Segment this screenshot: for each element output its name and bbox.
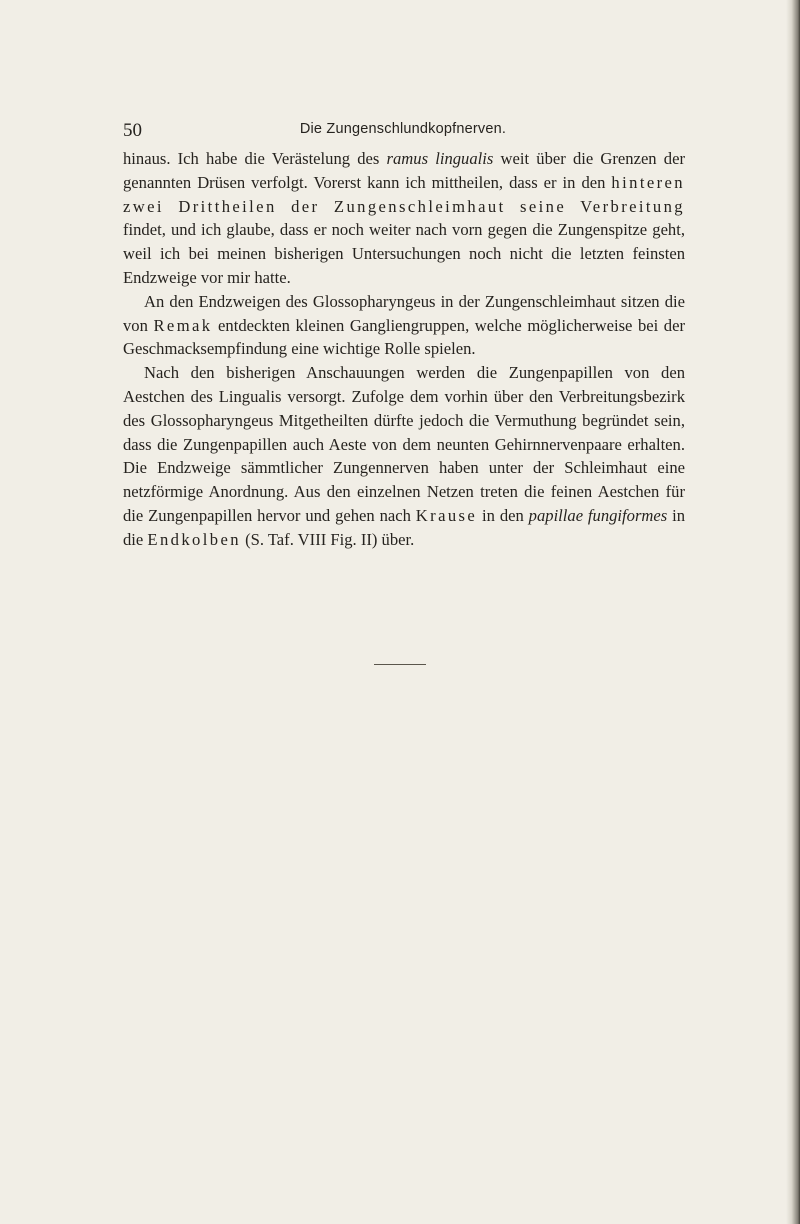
text-run: (S. Taf. VIII Fig. II) über. — [240, 529, 415, 549]
page-header — [123, 120, 683, 144]
body-text — [123, 147, 685, 552]
spaced-emphasis: Endkolben — [147, 529, 241, 549]
italic-term: ramus lingualis — [386, 149, 494, 168]
page-edge-shadow — [786, 0, 800, 1224]
spaced-emphasis: hinteren zwei Drittheilen der Zungenschleimhaut seine Verbreitung — [123, 172, 685, 216]
paragraph-1 — [123, 147, 685, 290]
paragraph-2 — [123, 290, 685, 361]
paragraph-3 — [123, 361, 685, 551]
section-divider — [374, 664, 426, 665]
text-run: in die — [123, 505, 685, 549]
text-run: hinaus. Ich habe die Verästelung des — [123, 149, 387, 168]
page-number: 50 — [123, 120, 142, 141]
text-run: An den Endzweigen des Glossopharyngeus in der Zungenschleimhaut sitzen die von — [123, 291, 685, 335]
spaced-emphasis: Remak — [153, 315, 213, 335]
text-run: findet, und ich glaube, dass er noch weiter nach vorn gegen die Zungenspitze geht, weil ich bei meinen bisherigen Untersuchungen noch nicht die letzten feinsten Endzweige vor mir hatte. — [123, 220, 685, 287]
italic-term: papillae fungiformes — [528, 505, 668, 525]
spaced-emphasis: Krause — [415, 505, 478, 525]
text-run: weit über die Grenzen der genannten Drüsen verfolgt. Vorerst kann ich mittheilen, dass er in den — [123, 149, 685, 192]
running-head: Die Zungenschlundkopfnerven. — [299, 121, 507, 137]
text-run: entdeckten kleinen Gangliengruppen, welche möglicherweise bei der Geschmacksempfindung eine wichtige Rolle spielen. — [123, 315, 685, 359]
text-run: Nach den bisherigen Anschauungen werden die Zungenpapillen von den Aestchen des Lingualis versorgt. Zufolge dem vorhin über den Verbreitungsbezirk des Glossopharyngeus Mitgetheilten dürfte jedoch die Vermuthung begründet sein, dass die Zungenpapillen auch Aeste von dem neunten Gehirnnervenpaare erhalten. Die Endzweige sämmtlicher Zungennerven haben unter der Schleimhaut eine netzförmige Anordnung. Aus den einzelnen Netzen treten die feinen Aestchen für die Zungenpapillen hervor und gehen nach — [123, 363, 685, 525]
text-run: in den — [477, 505, 529, 525]
